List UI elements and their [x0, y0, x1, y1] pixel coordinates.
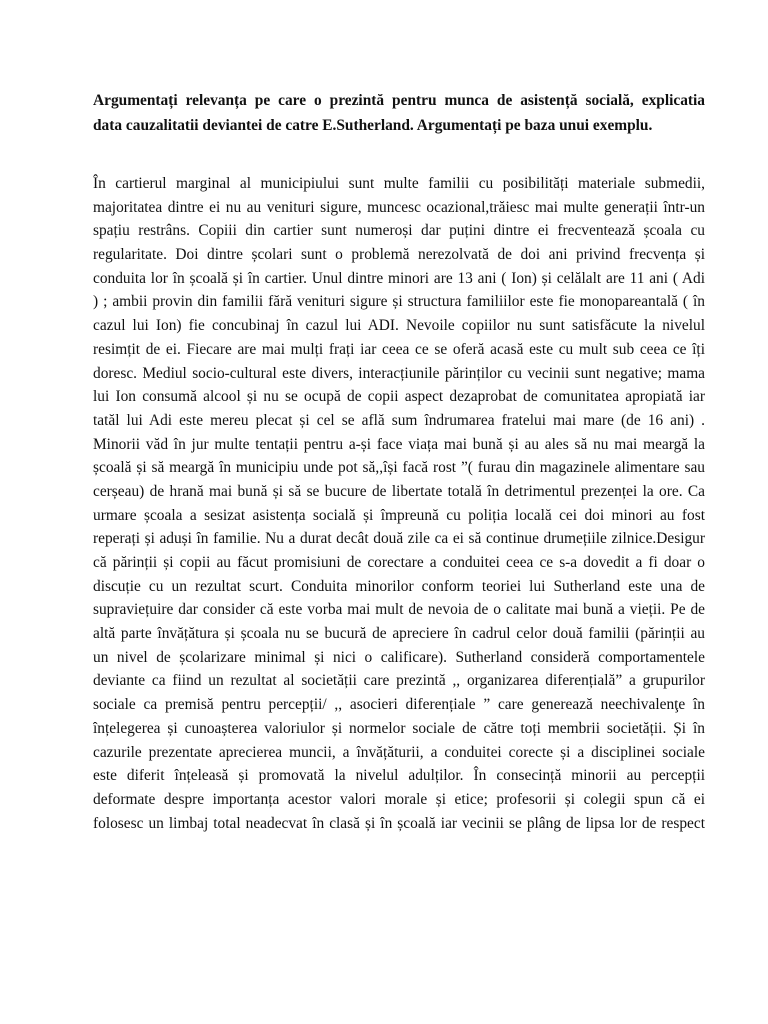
body-line: deformate despre importanța acestor valori morale și etice; profesorii și colegii spun că ei — [93, 790, 705, 808]
body-line: folosesc un limbaj total neadecvat în clasă și în școală iar vecinii se plâng de lipsa lor de respect — [93, 814, 705, 832]
body-line: doresc. Mediul socio-cultural este divers, interacțiunile părinților cu vecinii sunt negative; mama — [93, 364, 705, 382]
body-line: cerșeau) de hrană mai bună și să se bucure de libertate totală în detrimentul prezenței la ore. Ca — [93, 482, 705, 500]
body-line: sociale ca premisă pentru percepții/ ,, asocieri diferențiale ” care generează neechivalenţe în — [93, 696, 705, 714]
body-line: ) ; ambii provin din familii fără venituri sigure și structura familiilor este fie monopareantală ( în — [93, 293, 705, 311]
body-line: urmare școala a sesizat asistența socială și împreună cu poliția locală cei doi minori au fost — [93, 506, 705, 524]
body-line: majoritatea dintre ei nu au venituri sigure, muncesc ocazional,trăiesc mai multe generații într-un — [93, 198, 705, 216]
heading-line: data cauzalitatii deviantei de catre E.Sutherland. Argumentați pe baza unui exemplu. — [93, 117, 653, 134]
heading-line: Argumentați relevanța pe care o prezintă pentru munca de asistență socială, explicatia — [93, 92, 705, 109]
body-line: spațiu restrâns. Copiii din cartier sunt numeroși dar puțini dintre ei frecventează școala cu — [93, 222, 705, 240]
body-line: conduita lor în școală și în cartier. Unul dintre minori are 13 ani ( Ion) și celălalt are 11 ani ( Adi — [93, 269, 705, 287]
document-page — [93, 88, 705, 832]
body-line: reperați și aduși în familie. Nu a durat decât două zile ca ei să continue drumețiile zilnice.Desigur — [93, 530, 705, 548]
body-line: supraviețuire dar consider că este vorba mai mult de nevoia de o calitate mai bună a vieții. Pe de — [93, 601, 705, 619]
body-line: este diferit înțeleasă și promovată la nivelul adulților. În consecință minorii au percepții — [93, 767, 705, 785]
document-body — [93, 172, 705, 835]
body-line: înțelegerea și cunoașterea valoriulor și normelor sociale de către toți membrii societății. Și în — [93, 719, 705, 737]
body-line: deviante ca fiind un rezultat al societății care prezintă ,, organizarea diferențială” a grupurilor — [93, 672, 705, 690]
body-line: un nivel de școlarizare minimal și nici o calificare). Sutherland consideră comportamentele — [93, 648, 705, 666]
body-line: că părinții și copii au făcut promisiuni de corectare a conduitei ceea ce s-a dovedit a fi doar o — [93, 554, 705, 571]
body-line: tatăl lui Adi este mereu plecat și cel se află sum îndrumarea fratelui mai mare (de 16 ani) . — [93, 411, 705, 429]
body-line: În cartierul marginal al municipiului sunt multe familii cu posibilități materiale submedii, — [93, 175, 705, 192]
body-line: discuție cu un rezultat scurt. Conduita minorilor conform teoriei lui Sutherland este una de — [93, 577, 705, 595]
body-line: regularitate. Doi dintre școlari sunt o problemă nerezolvată de doi ani privind frecvența și — [93, 246, 705, 264]
body-line: lui Ion consumă alcool și nu se ocupă de copii aspect dezaprobat de comunitatea apropiată iar — [93, 388, 705, 406]
body-line: cazurile prezentate aprecierea muncii, a învățăturii, a conduitei corecte și a disciplinei sociale — [93, 743, 705, 761]
body-line: Minorii văd în jur multe tentații pentru a-și face viața mai bună și au ales să nu mai meargă la — [93, 435, 705, 453]
body-line: resimțit de ei. Fiecare are mai mulți frați iar ceea ce se oferă acasă este cu mult sub ceea ce îți — [93, 340, 705, 358]
body-line: școală și să meargă în municipiu unde pot să,,își facă rost ”( furau din magazinele alimentare sau — [93, 459, 705, 477]
body-line: cazul lui Ion) fie concubinaj în cazul lui ADI. Nevoile copiilor nu sunt satisfăcute la nivelul — [93, 317, 705, 335]
document-heading — [93, 88, 705, 138]
body-line: altă parte învățătura și școala nu se bucură de apreciere în cadrul celor două familii (părinții au — [93, 625, 705, 643]
